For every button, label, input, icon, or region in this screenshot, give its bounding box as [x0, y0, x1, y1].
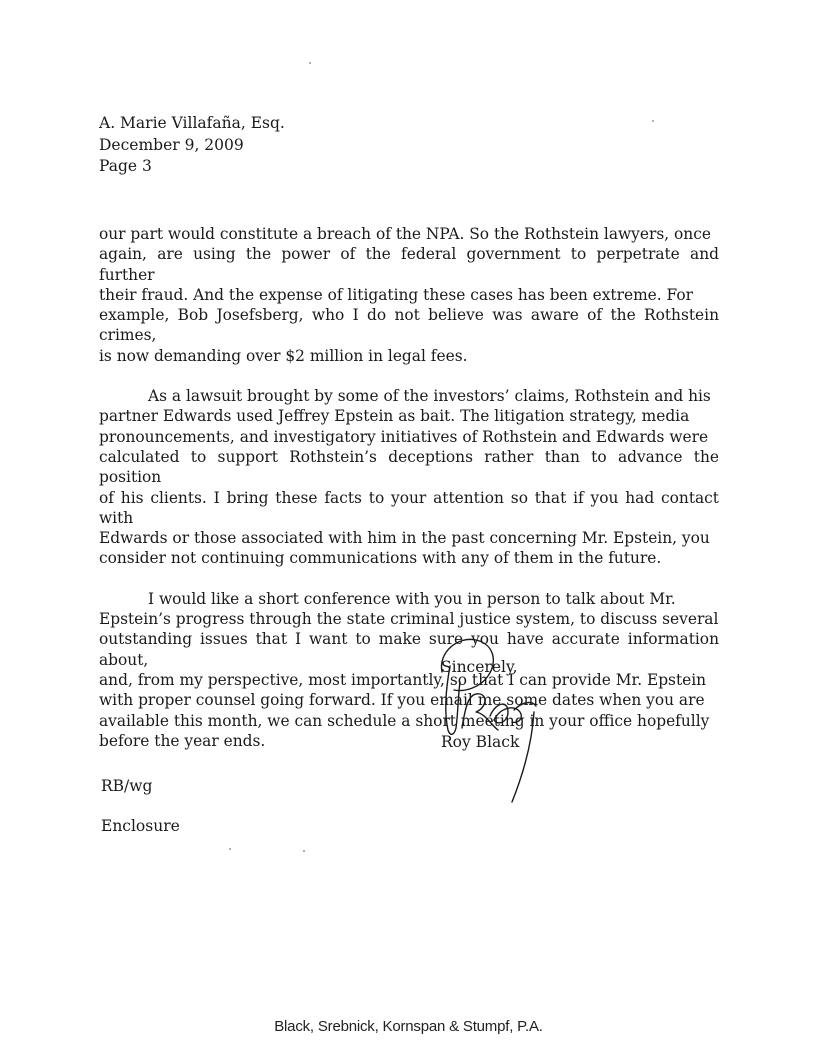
- scan-speck: [309, 62, 311, 64]
- paragraph-line: Epstein’s progress through the state criminal justice system, to discuss several: [99, 610, 719, 629]
- paragraph-line: partner Edwards used Jeffrey Epstein as bait. The litigation strategy, media: [99, 407, 690, 426]
- handwritten-signature: [428, 632, 548, 812]
- body-paragraph-2: [99, 386, 719, 569]
- letter-body: [99, 224, 719, 771]
- enclosure-note: Enclosure: [101, 817, 180, 835]
- closing-salutation: Sincerely,: [441, 658, 518, 676]
- typist-initials: RB/wg: [101, 777, 153, 795]
- paragraph-line: outstanding issues that I want to make sure you have accurate information about,: [99, 630, 719, 669]
- paragraph-line: I would like a short conference with you in person to talk about Mr.: [148, 589, 676, 608]
- paragraph-line: with proper counsel going forward. If you email me some dates when you are: [99, 691, 705, 710]
- scan-speck: [652, 120, 654, 122]
- paragraph-line: is now demanding over $2 million in legal fees.: [99, 346, 468, 365]
- scan-speck: [229, 848, 231, 850]
- paragraph-line: and, from my perspective, most importantly, so that I can provide Mr. Epstein: [99, 670, 707, 689]
- paragraph-line: before the year ends.: [99, 731, 266, 750]
- recipient-name: A. Marie Villafaña, Esq.: [99, 114, 285, 132]
- paragraph-line: pronouncements, and investigatory initiatives of Rothstein and Edwards were: [99, 427, 709, 446]
- page-number: Page 3: [99, 157, 152, 175]
- paragraph-line: example, Bob Josefsberg, who I do not believe was aware of the Rothstein crimes,: [99, 306, 719, 345]
- paragraph-line: calculated to support Rothstein’s deceptions rather than to advance the position: [99, 447, 719, 487]
- firm-footer: Black, Srebnick, Kornspan & Stumpf, P.A.: [274, 1018, 543, 1035]
- body-paragraph-3: [99, 589, 719, 751]
- paragraph-line: of his clients. I bring these facts to your attention so that if you had contact with: [99, 488, 719, 527]
- paragraph-line: available this month, we can schedule a short meeting in your office hopefully: [99, 711, 710, 730]
- paragraph-line: their fraud. And the expense of litigating these cases has been extreme. For: [99, 285, 694, 304]
- signer-name: Roy Black: [441, 733, 520, 751]
- paragraph-line: Edwards or those associated with him in the past concerning Mr. Epstein, you: [99, 529, 710, 548]
- paragraph-line: As a lawsuit brought by some of the investors’ claims, Rothstein and his: [148, 387, 711, 406]
- paragraph-line: our part would constitute a breach of the NPA. So the Rothstein lawyers, once: [99, 225, 711, 243]
- letter-date: December 9, 2009: [99, 135, 244, 154]
- scan-speck: [303, 850, 305, 852]
- paragraph-line: consider not continuing communications with any of them in the future.: [99, 549, 662, 568]
- letter-header: [99, 113, 285, 178]
- body-paragraph-1: [99, 224, 719, 366]
- paragraph-line: again, are using the power of the federal government to perpetrate and further: [99, 245, 719, 284]
